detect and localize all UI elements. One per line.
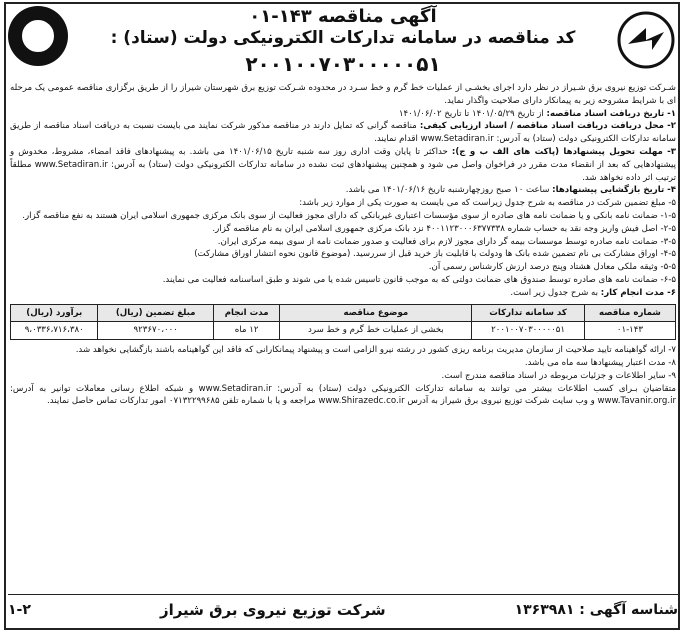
col-tender-number: شماره مناقصه [584,304,675,322]
cell-estimate: ۹،۰۳۳۶،۷۱۶،۳۸۰ [11,322,98,340]
item-6: ۶- مدت انجام کار: به شرح جدول زیر است. [510,287,676,298]
company-name: شرکت توزیع نیروی برق شیراز [159,601,386,619]
setad-code-label: کد مناقصه در سامانه تدارکات الکترونیکی دولت (ستاد) : [110,28,576,48]
item-8: ۸- مدت اعتبار پیشنهادها سه ماه می باشد. [524,357,676,368]
closing-paragraph: متقاضیان بـرای کسب اطلاعات بیشتر می توانند به سامانه تدارکات الکترونیکی دولت (ستاد) به آدرس: www.Setadiran.ir و شبکه اطلاع رسانی معاملات توانیر به آدرس: www.Tavanir.org.ir و وب سایت شرکت توزیع نیروی برق شیراز به آدرس www.Shirazedc.co.ir مراجعه و یا با شماره تلفن ۰۷۱۳۲۲۹۹۶۸۵ امور تدارکات تماس حاصل نمایند. [10,383,676,407]
item-5-4: ۴-۵- اوراق مشارکت بی نام تضمین شده بانک ها ودولت با قابلیت باز خرید قبل از سررسید. (موضوع قانون نحوه انتشار اوراق مشارکت) [194,249,676,260]
col-estimate: برآورد (ریال) [11,304,98,322]
notice-footer [8,594,678,625]
item-5-1: ۱-۵- ضمانت نامه بانکی و یا ضمانت نامه های صادره از سوی مؤسسات اعتباری غیربانکی که دارای مجوز فعالیت از سوی بانک مرکزی جمهوری اسلامی ایران هستند به نفع مناقصه گزار. [22,210,676,221]
table-row [11,322,676,340]
col-setad-code: کد سامانه تدارکات [472,304,585,322]
cell-subject: بخشی از عملیات خط گرم و خط سرد [280,322,472,340]
item-5-5: ۵-۵- وثیقه ملکی معادل هشتاد وپنج درصد ارزش کارشناس رسمی آن. [428,262,676,273]
col-duration: مدت انجام [213,304,280,322]
cell-tender-number: ۰۱-۱۴۳ [584,322,675,340]
item-5-6: ۶-۵- ضمانت نامه های صادره توسط صندوق های ضمانت دولتی که به موجب قانون تاسیس شده یا می شوند و طبق اساسنامه فعالیت می نمایند. [162,274,676,285]
table-header-row [11,304,676,322]
emblem-logo [8,6,68,66]
item-7: ۷- ارائه گواهینامه تایید صلاحیت از سازمان مدیریت برنامه ریزی کشور در رشته نیرو الزامی است و پیشنهاد پیمانکارانی که فاقد این گواهینامه باشند بازگشایی نخواهد شد. [75,345,676,356]
notice-title: آگهی مناقصه ۱۴۳-۰۱ [249,6,437,27]
cell-duration: ۱۲ ماه [213,322,280,340]
page-number: ۱-۲ [8,602,31,618]
item-1: ۱- تاریخ دریافت اسناد مناقصه: از تاریخ ۱۴۰۱/۰۵/۲۹ تا تاریخ ۱۴۰۱/۰۶/۰۲ [398,108,676,119]
item-3: ۳- مهلت تحویل پیشنهادها (پاکت های الف ب و ج): حداکثر تا پایان وقت اداری روز سه شنبه تاریخ ۱۴۰۱/۰۶/۱۵ می باشد. به پیشنهادهای فاقد امضاء، مشروط، مخدوش و پیشنهادهایی که بعد از انقضاء مدت مقرر در فراخوان واصل می شود و همچنین پیشنهادهای ثبت نشده در سامانه تدارکات الکترونیکی دولت (ستاد) به آدرس: www.Setadiran.ir مطلقاً ترتیب اثر داده نخواهد شد. [10,146,677,183]
col-guarantee: مبلغ تضمین (ریال) [98,304,213,322]
cell-guarantee: ۹۲۳۶۷۰،۰۰۰ [98,322,213,340]
item-2: ۲- محل دریافت دریافت اسناد مناقصه / اسناد ارزیابی کیفی: مناقصه گرانی که تمایل دارند در مناقصه مذکور شرکت نمایند می بایست نسبت به دریافت اسناد مناقصه از طریق سامانه تدارکات الکترونیکی دولت (ستاد) به آدرس: www.Setadiran.ir اقدام نمایند. [10,121,677,145]
notice-id: شناسه آگهی : ۱۳۶۳۹۸۱ [514,602,678,618]
item-5-3: ۳-۵- ضمانت نامه صادره توسط موسسات بیمه گر دارای مجوز لازم برای فعالیت و صدور ضمانت نامه از سوی بیمه مرکزی ایران. [217,236,676,247]
item-9: ۹- سایر اطلاعات و جزئیات مربوطه در اسناد مناقصه مندرج است. [441,370,676,381]
notice-body [10,82,676,408]
setad-code-number: ۲۰۰۱۰۰۷۰۳۰۰۰۰۰۵۱ [245,52,441,76]
cell-setad-code: ۲۰۰۱۰۰۷۰۳۰۰۰۰۰۵۱ [472,322,585,340]
intro-paragraph: شـرکت توزیع نیروی برق شـیراز در نظر دارد اجرای بخشـی از عملیات خط گرم و خط سـرد در محدوده شـرکت توزیع برق شهرستان شیراز را از طریق برگزاری مناقصه عمومی یک مرحله ای با شرایط مشروحه زیر به پیمانکار دارای صلاحیت واگذار نماید. [10,83,676,106]
power-company-logo [616,10,676,70]
item-5: ۵- مبلغ تضمین شرکت در مناقصه به شرح جدول زیراست که می بایست به صورت یکی از موارد زیر باشد: [299,198,676,209]
item-5-2: ۲-۵- اصل فیش واریز وجه نقد به حساب شماره ۴۰۰۱۱۲۳۰۰۰۶۳۷۷۳۳۸ نزد بانک مرکزی جمهوری اسلامی ایران به نام مناقصه گزار. [212,223,676,234]
col-subject: موضوع مناقصه [280,304,472,322]
tender-table [10,304,676,341]
item-4: ۴- تاریخ بازگشایی پیشنهادها: ساعت ۱۰ صبح روزچهارشنبه تاریخ ۱۴۰۱/۰۶/۱۶ می باشد. [345,185,676,196]
